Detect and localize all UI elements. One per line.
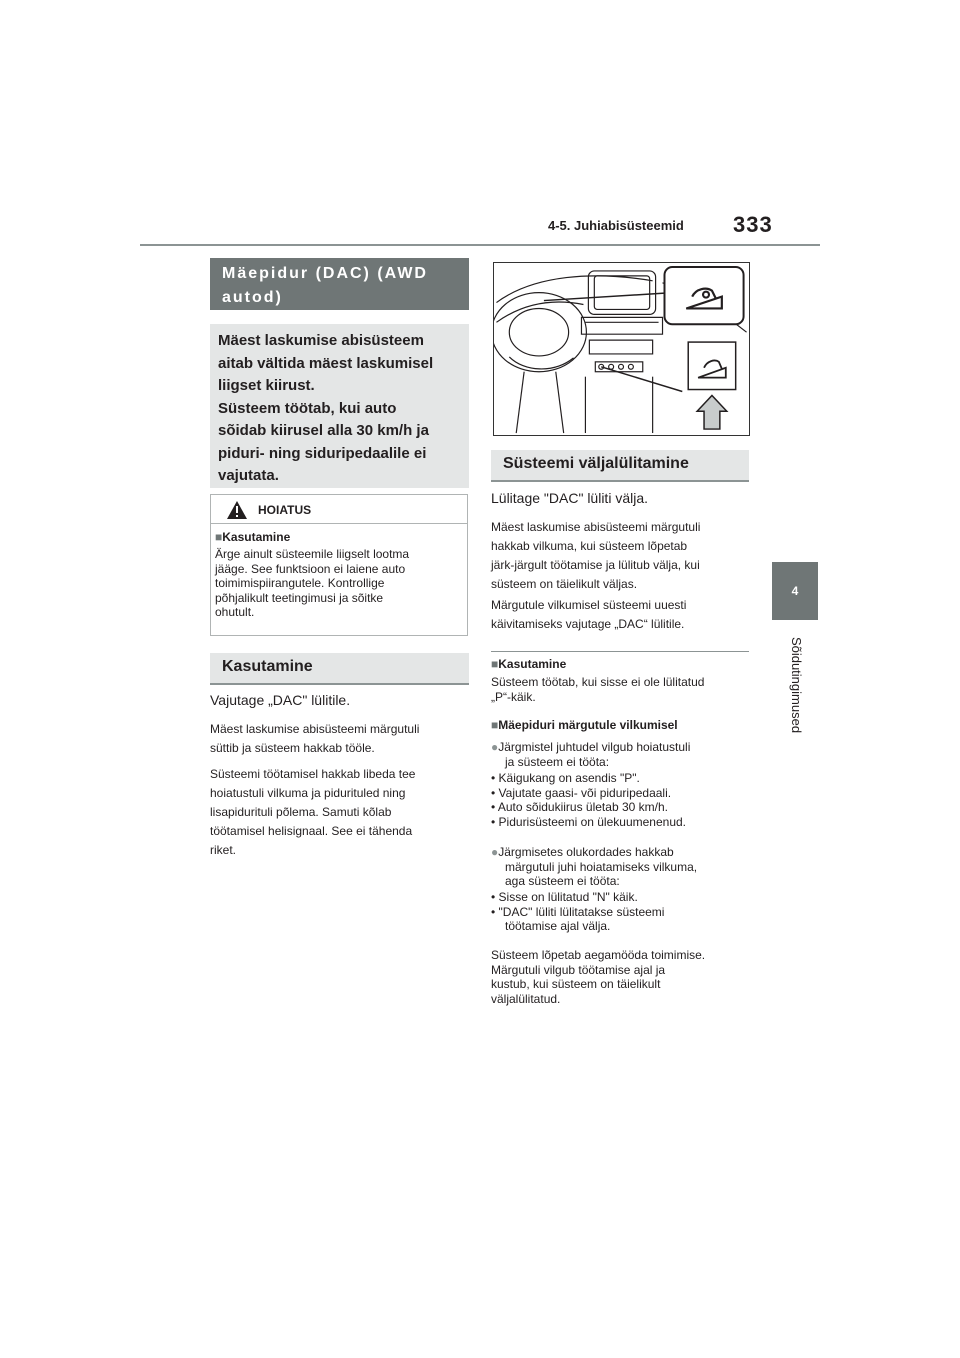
text-line — [491, 845, 753, 860]
dac-section-heading — [222, 262, 464, 310]
text-line: hakkab vilkuma, kui süsteem lõpetab — [491, 539, 688, 553]
list-item-text: Vajutate gaasi- või piduripedaali. — [498, 785, 672, 800]
warning-line: põhjalikult teetingimusi ja sõitke — [215, 590, 384, 605]
final-note — [491, 948, 753, 1006]
text-line: Süsteem töötab, kui sisse ei ole lülitatud — [491, 675, 705, 689]
circle-bullet-icon: ● — [491, 845, 499, 859]
usage-lead: Vajutage „DAC" lülitile. — [210, 692, 351, 708]
list-item-text: Sisse on lülitatud "N" käik. — [498, 890, 638, 904]
list-item-text: Pidurisüsteemi on ülekuumenenud. — [498, 814, 686, 829]
notes-usage-subheading — [491, 657, 566, 671]
text-line: süsteem on täielikult väljas. — [491, 577, 638, 591]
blink-case-1-list — [491, 771, 753, 829]
chapter-tab[interactable]: 4 — [772, 562, 818, 620]
warning-text — [215, 547, 463, 620]
text-line: hoiatustuli vilkuma ja pidurituled ning — [210, 786, 406, 800]
warning-title: HOIATUS — [258, 503, 312, 517]
text-line: süttib ja süsteem hakkab tööle. — [210, 741, 375, 755]
intro-line: vajutata. — [218, 467, 279, 484]
notes-blink-subheading-text: Mäepiduri märgutule vilkumisel — [498, 718, 678, 732]
text-line: Mäest laskumise abisüsteemi märgutuli — [491, 520, 701, 534]
text-line — [491, 740, 753, 755]
intro-line: aitab vältida mäest laskumisel — [218, 354, 434, 372]
list-item-text: Käigukang on asendis "P". — [498, 771, 640, 785]
text-line: ja süsteem ei tööta: — [505, 754, 610, 769]
text-line: aga süsteem ei tööta: — [505, 874, 620, 888]
header-divider — [140, 244, 820, 246]
text-line: Mäest laskumise abisüsteemi märgutuli — [210, 722, 420, 736]
warning-line: Ärge ainult süsteemile liigselt lootma — [215, 547, 410, 561]
notes-usage-text — [491, 675, 753, 704]
list-item: • Auto sõidukiirus ületab 30 km/h. — [491, 800, 668, 814]
switch-off-lead: Lülitage "DAC" lüliti välja. — [491, 490, 649, 506]
intro-line: piduri- ning siduripedaalile ei — [218, 444, 427, 462]
warning-triangle-icon — [226, 500, 248, 520]
list-item: • Pidurisüsteemi on ülekuumenenud. — [491, 814, 686, 829]
text-line: lisapidurituli põlema. Samuti kõlab — [210, 805, 392, 819]
switch-off-paragraph-2 — [491, 596, 753, 634]
blink-case-2-list — [491, 890, 753, 934]
intro-line: Mäest laskumise abisüsteem — [218, 332, 424, 349]
warning-subheading — [215, 530, 290, 544]
notes-usage-subheading-text: Kasutamine — [498, 657, 567, 671]
warning-subheading-text: Kasutamine — [222, 530, 291, 544]
notes-blink-subheading — [491, 718, 678, 732]
circle-bullet-icon: ● — [491, 740, 499, 754]
list-item: • "DAC" lüliti lülitatakse süsteemi — [491, 904, 665, 919]
list-item: • Käigukang on asendis "P". — [491, 771, 640, 785]
heading-line: Mäepidur (DAC) (AWD — [222, 265, 428, 282]
text-line: märgutuli juhi hoiatamiseks vilkuma, — [505, 859, 698, 874]
list-item: • Sisse on lülitatud "N" käik. — [491, 890, 638, 904]
warning-line: toimimispiirangutele. Kontrollige — [215, 576, 385, 590]
list-item-text: Auto sõidukiirus ületab 30 km/h. — [497, 800, 668, 814]
text-line: „P“-käik. — [491, 689, 536, 704]
case-text: Järgmistel juhtudel vilgub hoiatustuli — [498, 740, 691, 754]
text-line: Süsteem lõpetab aegamööda toimimise. — [491, 948, 706, 962]
list-item-continuation: töötamise ajal välja. — [505, 919, 611, 933]
square-bullet-icon: ■ — [491, 718, 499, 732]
square-bullet-icon: ■ — [491, 657, 499, 671]
case-text: Järgmisetes olukordades hakkab — [498, 845, 674, 859]
usage-paragraph-2 — [210, 765, 472, 860]
intro-line: Süsteem töötab, kui auto — [218, 399, 397, 417]
text-line: riket. — [210, 843, 237, 857]
section-title: 4-5. Juhiabisüsteemid — [548, 218, 684, 233]
text-line: käivitamiseks vajutage „DAC“ lülitile. — [491, 617, 685, 631]
text-line: kustub, kui süsteem on täielikult — [491, 977, 661, 991]
blink-case-2 — [491, 845, 753, 889]
page-number: 333 — [733, 212, 773, 237]
blink-case-1 — [491, 740, 753, 769]
text-line: Märgutuli vilgub töötamise ajal ja — [491, 962, 666, 977]
chapter-title-vertical: Sõidutingimused — [789, 636, 804, 734]
list-item: • Vajutate gaasi- või piduripedaali. — [491, 785, 672, 800]
intro-line: liigset kiirust. — [218, 377, 315, 394]
notes-divider — [491, 651, 749, 652]
warning-line: ohutult. — [215, 605, 255, 619]
intro-text — [218, 330, 464, 488]
heading-line: autod) — [222, 289, 283, 306]
text-line: Märgutule vilkumisel süsteemi uuesti — [491, 598, 687, 612]
intro-line: sõidab kiirusel alla 30 km/h ja — [218, 422, 429, 439]
square-bullet-icon: ■ — [215, 530, 223, 544]
switch-off-paragraph-1 — [491, 518, 753, 594]
text-line: väljalülitatud. — [491, 991, 561, 1006]
warning-line: jääge. See funktsioon ei laiene auto — [215, 561, 406, 576]
usage-paragraph-1 — [210, 720, 472, 758]
switch-off-heading: Süsteemi väljalülitamine — [503, 455, 689, 472]
usage-heading: Kasutamine — [222, 658, 313, 675]
text-line: Süsteemi töötamisel hakkab libeda tee — [210, 767, 416, 781]
text-line: töötamisel helisignaal. See ei tähenda — [210, 824, 413, 838]
warning-header — [211, 495, 467, 524]
dashboard-illustration — [493, 262, 750, 436]
list-item-text: "DAC" lüliti lülitatakse süsteemi — [498, 904, 665, 919]
text-line: järk-järgult töötamise ja lülitub välja, kui — [491, 558, 700, 572]
